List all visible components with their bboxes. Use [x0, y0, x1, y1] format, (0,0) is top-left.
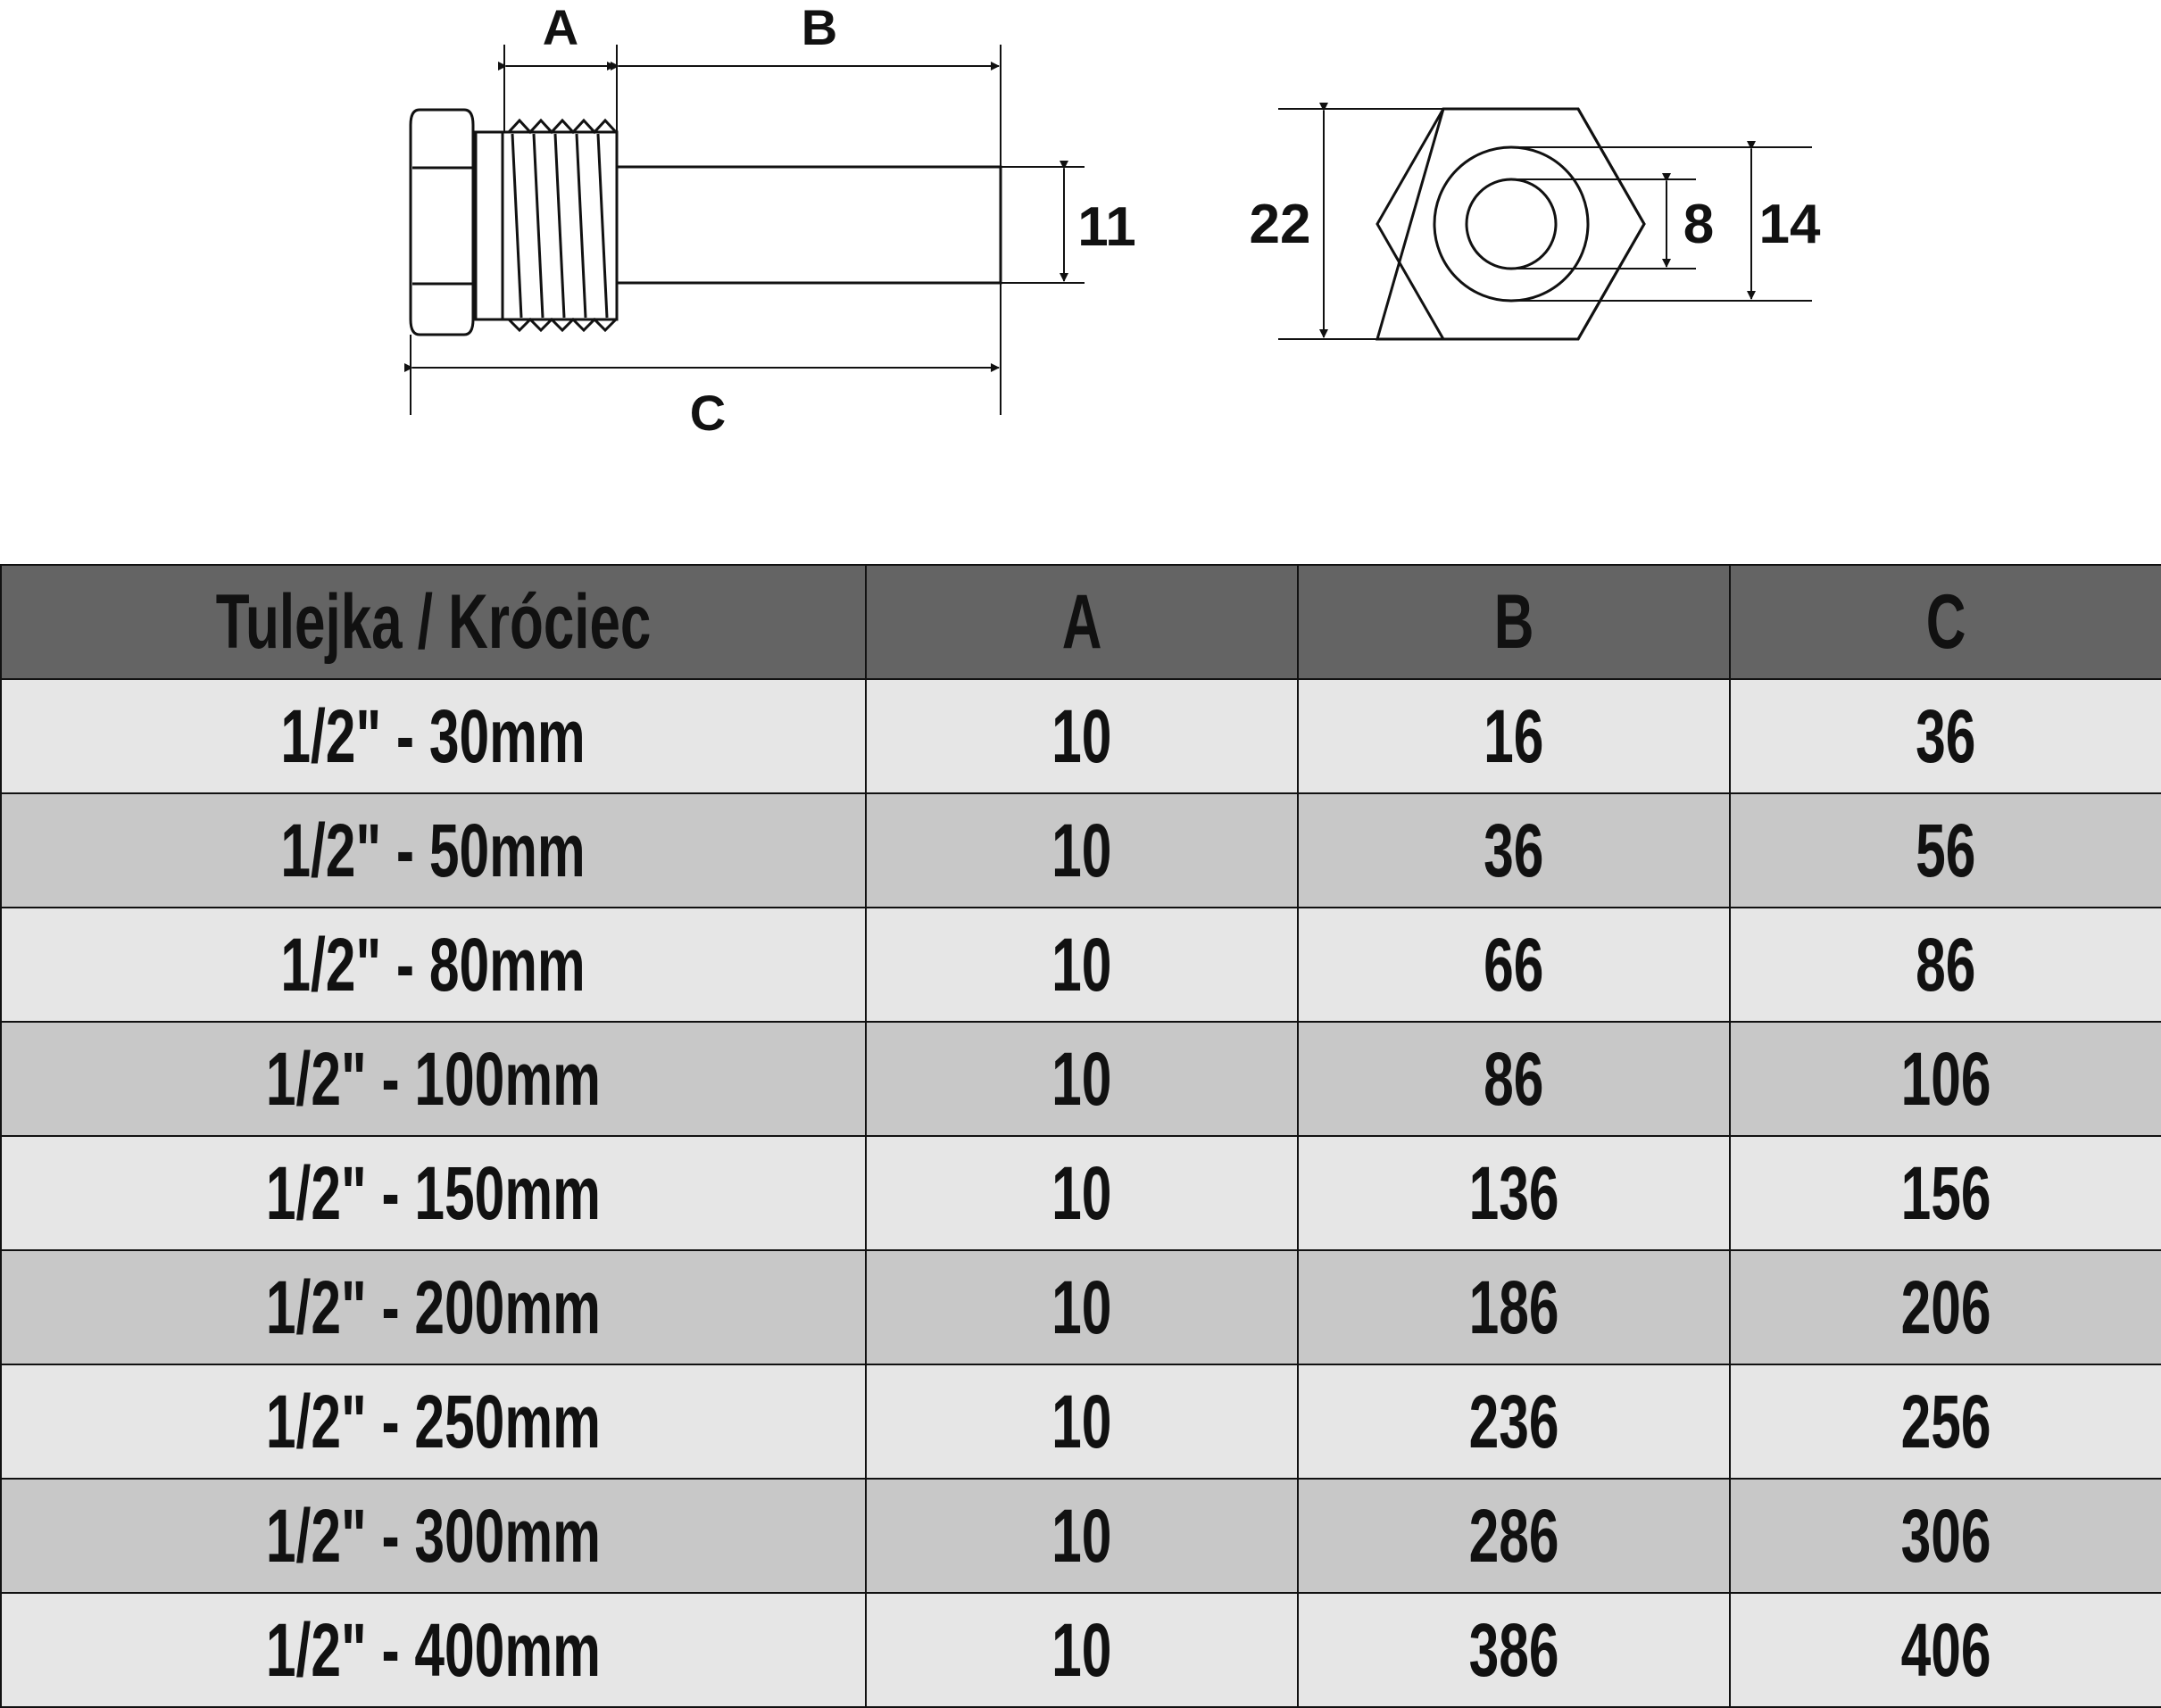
cell-size: 1/2" - 80mm [1, 908, 866, 1022]
table-row [1, 1479, 2161, 1593]
side-view [411, 45, 1085, 415]
cell-b: 16 [1298, 679, 1730, 793]
label-22: 22 [1249, 194, 1311, 255]
cell-a: 10 [866, 1479, 1298, 1593]
cell-size: 1/2" - 50mm [1, 793, 866, 908]
header-sleeve: Tulejka / Króciec [1, 565, 866, 679]
cell-size: 1/2" - 250mm [1, 1364, 866, 1479]
header-a: A [866, 565, 1298, 679]
cell-size: 1/2" - 300mm [1, 1479, 866, 1593]
table-row [1, 679, 2161, 793]
cell-a: 10 [866, 1364, 1298, 1479]
dimensions-table [0, 564, 2161, 1708]
cell-b: 386 [1298, 1593, 1730, 1707]
table-header-row [1, 565, 2161, 679]
technical-drawing [0, 0, 2161, 535]
table-row [1, 1022, 2161, 1136]
cell-c: 306 [1730, 1479, 2161, 1593]
cell-c: 406 [1730, 1593, 2161, 1707]
header-c: C [1730, 565, 2161, 679]
table-row [1, 793, 2161, 908]
cell-c: 206 [1730, 1250, 2161, 1364]
label-a: A [542, 0, 579, 55]
cell-a: 10 [866, 908, 1298, 1022]
cell-b: 286 [1298, 1479, 1730, 1593]
label-11: 11 [1077, 196, 1136, 258]
cell-size: 1/2" - 100mm [1, 1022, 866, 1136]
label-14: 14 [1758, 194, 1821, 255]
cell-b: 236 [1298, 1364, 1730, 1479]
table-row [1, 1593, 2161, 1707]
cell-a: 10 [866, 679, 1298, 793]
cell-c: 86 [1730, 908, 2161, 1022]
table-row [1, 1250, 2161, 1364]
cell-size: 1/2" - 150mm [1, 1136, 866, 1250]
cell-b: 186 [1298, 1250, 1730, 1364]
cell-c: 256 [1730, 1364, 2161, 1479]
cell-a: 10 [866, 793, 1298, 908]
cell-a: 10 [866, 1593, 1298, 1707]
cell-size: 1/2" - 30mm [1, 679, 866, 793]
label-b: B [801, 0, 838, 55]
cell-c: 36 [1730, 679, 2161, 793]
cell-size: 1/2" - 200mm [1, 1250, 866, 1364]
cell-c: 156 [1730, 1136, 2161, 1250]
cell-size: 1/2" - 400mm [1, 1593, 866, 1707]
label-c: C [689, 385, 727, 441]
cell-a: 10 [866, 1250, 1298, 1364]
cell-b: 66 [1298, 908, 1730, 1022]
cell-a: 10 [866, 1022, 1298, 1136]
cell-c: 106 [1730, 1022, 2161, 1136]
cell-a: 10 [866, 1136, 1298, 1250]
front-view [1278, 109, 1812, 339]
cell-b: 36 [1298, 793, 1730, 908]
header-b: B [1298, 565, 1730, 679]
table-row [1, 1364, 2161, 1479]
cell-b: 86 [1298, 1022, 1730, 1136]
cell-b: 136 [1298, 1136, 1730, 1250]
table-row [1, 1136, 2161, 1250]
cell-c: 56 [1730, 793, 2161, 908]
table-row [1, 908, 2161, 1022]
label-8: 8 [1683, 194, 1715, 255]
